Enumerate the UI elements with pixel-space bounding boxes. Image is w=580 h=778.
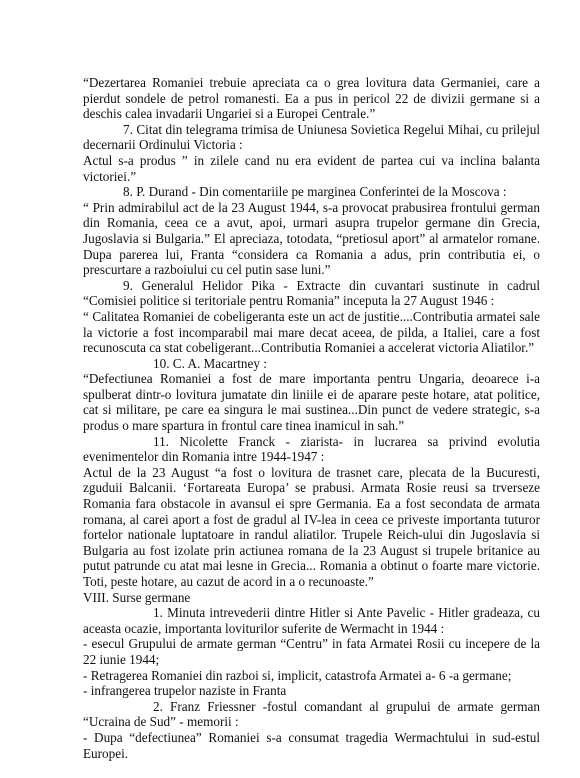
- item-9-heading: 9. Generalul Helidor Pika - Extracte din cuvantari sustinute in cadrul “Comisiei politice si teritoriale pentru Romania” inceputa la 27 August 1946 :: [83, 277, 540, 309]
- item-8-heading: 8. P. Durand - Din comentariile pe marginea Conferintei de la Moscova :: [123, 184, 507, 200]
- item-11-quote: Actul de la 23 August “a fost o lovitura de trasnet care, plecata de la Bucuresti, zguduii Balcanii. ‘Fortareata Europa’ se prabusi. Armata Rosie reusi sa trverseze Romania fara obstacole in avansul ei spre Germania. Ea a fost secondata de armata romana, al carei aport a fost de gradul al IV-lea in ceea ce priveste importanta tuturor fortelor nationale luptatoare in randul aliatilor. Trupele Reich-ului din Jugoslavia si Bulgaria au fost izolate prin actiunea romana de la 23 August si trupele britanice au putut patrunde cu atat mai lesne in Grecia... Romania a obtinut o foarte mare victorie. Toti, peste hotare, au cazut de acord in a o recunoaste.”: [83, 464, 540, 589]
- german-item-1-bullet-1: - esecul Grupului de armate german “Centru” in fata Armatei Rosii cu incepere de la 22 iunie 1944;: [83, 636, 540, 667]
- item-9-quote: “ Calitatea Romaniei de cobeligeranta este un act de justitie....Contributia armatei sale la victorie a fost incomparabil mai mare decat aceea, de pilda, a Italiei, care a fost recunoscuta ca stat cobeligerant...Contributia Romaniei a accelerat victoria Aliatilor.”: [83, 308, 540, 356]
- item-7-quote: Actul s-a produs ” in zilele cand nu era evident de partea cui va inclina balanta victoriei.”: [83, 152, 540, 184]
- paragraph-quote-dezertarea: “Dezertarea Romaniei trebuie apreciata ca o grea lovitura data Germaniei, care a pierdut sondele de petrol romanesti. Ea a pus in pericol 22 de divizii germane si a deschis calea invadarii Ungariei si a Europei Centrale.”: [83, 75, 540, 122]
- german-item-2-heading: 2. Franz Friessner -fostul comandant al grupului de armate german “Ucraina de Sud” - memorii :: [83, 698, 540, 730]
- item-10-quote: “Defectiunea Romaniei a fost de mare importanta pentru Ungaria, deoarece i-a spulberat dintr-o lovitura jumatate din liniile ei de aparare peste hotare, atat politice, cat si militare, pe care ea singura le mai sustinea...Din punct de vedere strategic, s-a produs o mare spartura in frontul care tinea inamicul in sah.”: [83, 371, 540, 434]
- german-item-2-bullet-1: - Dupa “defectiunea” Romaniei s-a consumat tragedia Wermachtului in sud-estul Europei.: [83, 729, 540, 761]
- german-item-1-bullet-3: - infrangerea trupelor naziste in Franta: [83, 683, 287, 699]
- german-item-1-heading: 1. Minuta intrevederii dintre Hitler si Ante Pavelic - Hitler gradeaza, cu aceasta ocazie, importanta loviturilor suferite de Wermacht in 1944 :: [83, 605, 540, 636]
- item-10-heading: 10. C. A. Macartney :: [153, 355, 267, 371]
- german-item-1-bullet-2: - Retragerea Romaniei din razboi si, implicit, catastrofa Armatei a- 6 -a germane;: [83, 667, 512, 683]
- item-7-heading: 7. Citat din telegrama trimisa de Uniunesa Sovietica Regelui Mihai, cu prilejul decernarii Ordinului Victoria :: [83, 121, 540, 153]
- item-11-heading: 11. Nicolette Franck - ziarista- in lucrarea sa privind evolutia evenimentelor din Romania intre 1944-1947 :: [83, 433, 540, 465]
- item-8-quote: “ Prin admirabilul act de la 23 August 1944, s-a provocat prabusirea frontului german din Romania, ceea ce a avut, apoi, urmari asupra trupelor germane din Grecia, Jugoslavia si Bulgaria.” El apreciaza, totodata, “pretiosul aport” al armatelor romane. Dupa parerea lui, Franta “considera ca Romania a adus, prin contributia ei, o prescurtare a razboiului cu cel putin sase luni.”: [83, 199, 540, 278]
- section-viii-heading: VIII. Surse germane: [83, 589, 191, 605]
